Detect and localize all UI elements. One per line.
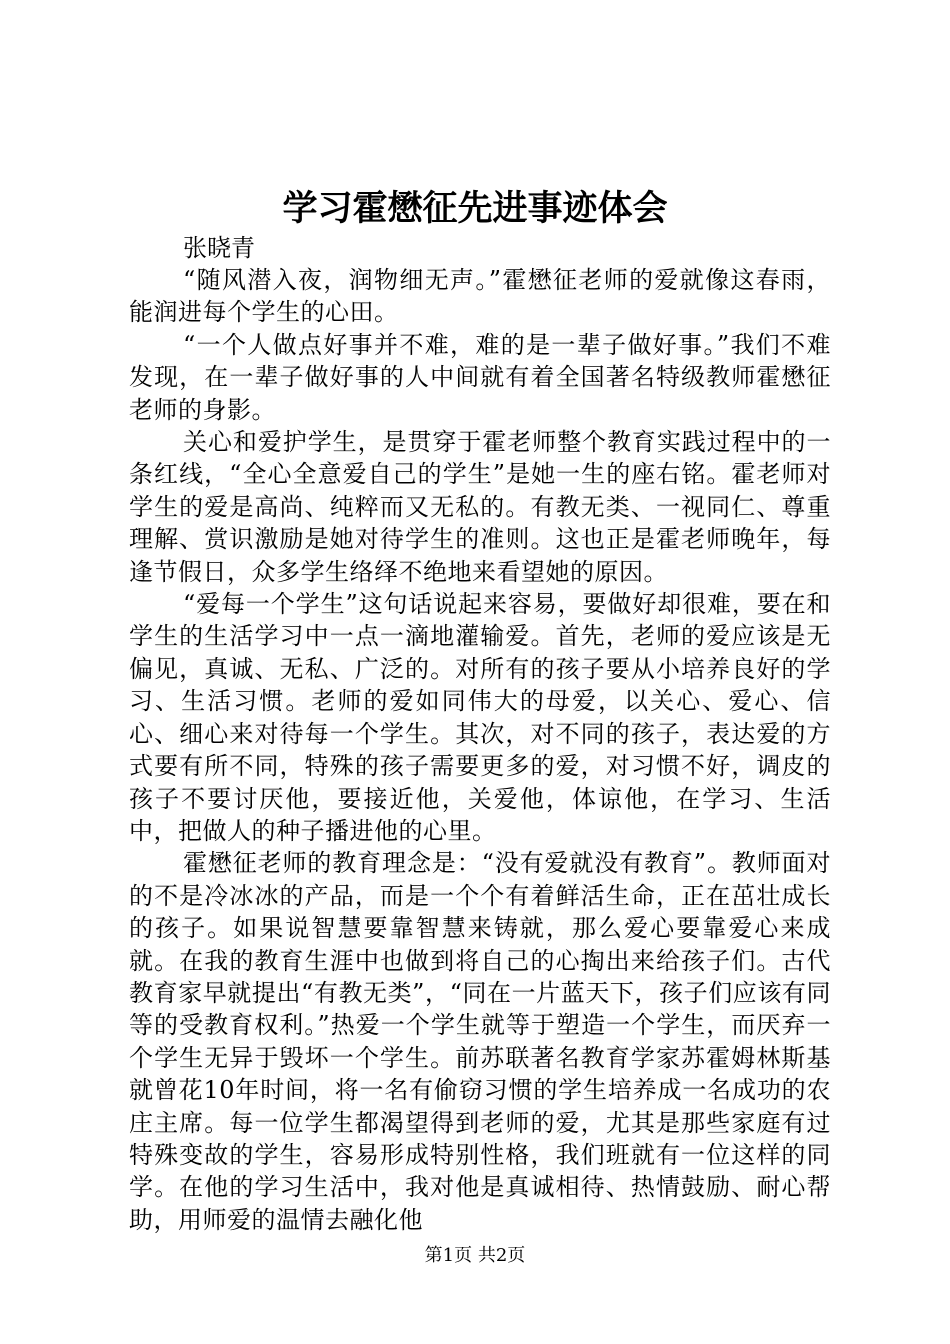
author-name: 张晓青 bbox=[183, 234, 255, 262]
page-indicator: 第1页 共2页 bbox=[424, 1245, 526, 1266]
paragraph: 关心和爱护学生，是贯穿于霍老师整个教育实践过程中的一条红线，“全心全意爱自己的学生”是她一生的座右铭。霍老师对学生的爱是高尚、纯粹而又无私的。有教无类、一视同仁、尊重理解、赏识激励是她对待学生的准则。这也正是霍老师晚年，每逢节假日，众多学生络绎不绝地来看望她的原因。 bbox=[129, 428, 831, 586]
paragraph: “爱每一个学生”这句话说起来容易，要做好却很难，要在和学生的生活学习中一点一滴地灌输爱。首先，老师的爱应该是无偏见，真诚、无私、广泛的。对所有的孩子要从小培养良好的学习、生活习惯。老师的爱如同伟大的母爱，以关心、爱心、信心、细心来对待每一个学生。其次，对不同的孩子，表达爱的方式要有所不同，特殊的孩子需要更多的爱，对习惯不好，调皮的孩子不要讨厌他，要接近他，关爱他，体谅他，在学习、生活中，把做人的种子播进他的心里。 bbox=[129, 590, 831, 845]
paragraph: “一个人做点好事并不难，难的是一辈子做好事。”我们不难发现，在一辈子做好事的人中间就有着全国著名特级教师霍懋征老师的身影。 bbox=[129, 330, 831, 424]
paragraph: 霍懋征老师的教育理念是：“没有爱就没有教育”。教师面对的不是冷冰冰的产品，而是一个个有着鲜活生命，正在茁壮成长的孩子。如果说智慧要靠智慧来铸就，那么爱心要靠爱心来成就。在我的教育生涯中也做到将自己的心掏出来给孩子们。古代教育家早就提出“有教无类”，“同在一片蓝天下，孩子们应该有同等的受教育权利。”热爱一个学生就等于塑造一个学生，而厌弃一个学生无异于毁坏一个学生。前苏联著名教育学家苏霍姆林斯基就曾花10年时间，将一名有偷窃习惯的学生培养成一名成功的农庄主席。每一位学生都渴望得到老师的爱，尤其是那些家庭有过特殊变故的学生，容易形成特别性格，我们班就有一位这样的同学。在他的学习生活中，我对他是真诚相待、热情鼓励、耐心帮助，用师爱的温情去融化他 bbox=[129, 849, 831, 1234]
paragraph: “随风潜入夜，润物细无声。”霍懋征老师的爱就像这春雨，能润进每个学生的心田。 bbox=[129, 266, 831, 327]
document-title: 学习霍懋征先进事迹体会 bbox=[282, 188, 668, 229]
document-body bbox=[129, 232, 831, 1236]
